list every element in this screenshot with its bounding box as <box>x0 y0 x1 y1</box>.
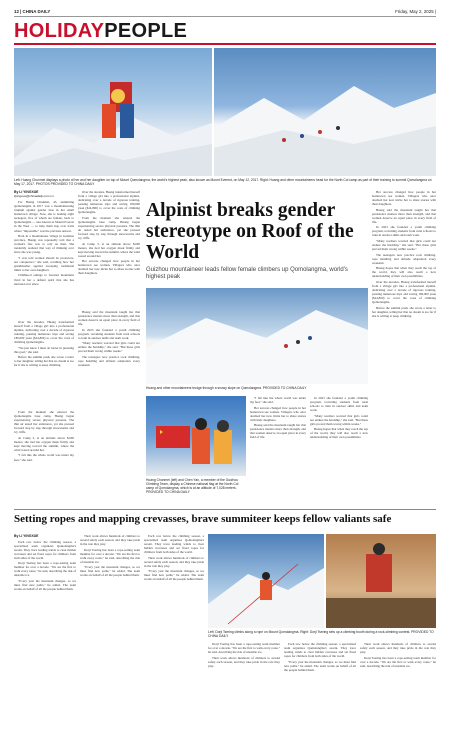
photo-climbers-flag <box>146 396 246 476</box>
article-paragraph: Their work allows hundreds of climbers to ascend safely each season, and they take pride in the role they play. <box>80 534 140 547</box>
subhead: Guizhou mountaineer leads fellow female climbers up Qomolangma, world's highest peak <box>146 267 348 280</box>
article-paragraph: In 2023 she founded a youth climbing program, recruiting students from rural schools to train in outdoor skills and team work. <box>372 225 436 238</box>
section-rule <box>14 43 436 45</box>
article-paragraph: "I felt like the whole world was under my feet," she said. <box>14 453 74 462</box>
photo-climbing-booth <box>326 534 436 628</box>
article-paragraph: From the moment she entered the Qomolangma base camp, Huang began experiencing severe physical pressure. The thin air tested her endurance, yet she pressed forward step by step through snowstorms and icy cliffs. <box>78 215 140 241</box>
article-paragraph: "We just knew I must do better in pursuing this goal," she said. <box>14 345 74 354</box>
article-paragraph: Huang hopes that when they reach the top of the world, they will also reach a new understanding of their own possibilities. <box>310 427 368 440</box>
photo-north-col-route <box>214 48 436 176</box>
bottom-photo-caption: Left: Dorji Tsering climbs along a rope on Mount Qomolangma. Right: Dorji Tsering sets up a climbing booth during a rock-climbing contest. PROVIDED TO CHINA DAILY <box>208 630 434 639</box>
photo-rope-climb <box>208 534 324 628</box>
section-title-people: PEOPLE <box>104 20 188 42</box>
article-paragraph: "Many teachers worried that girls could not endure the hardship," she said. "But these girls proved them wrong within weeks." <box>78 341 140 354</box>
article-paragraph: "Every year the mountain changes, so we must find new paths," he added. The team works on behalf of all the people behind them. <box>14 579 76 592</box>
page-number-brand: 12 | CHINA DAILY <box>14 9 51 14</box>
article-paragraph: Huang said the mountain taught her that persistence matters more than strength, and that women deserve an equal place in every field of life. <box>250 423 306 440</box>
article-paragraph: "Every year the mountain changes, so we must find new paths," he added. The team works on behalf of all the people behind them. <box>80 565 140 578</box>
article-paragraph: Dorji Tsering has been a rope-setting team member for over a decade. "We are the first to walk every route," he said, describing the risk of unstable ice. <box>360 655 436 668</box>
article-paragraph: Over the decades, Huang transformed herself from a village girl into a professional alpinist, dedicating over a decade of rigorous training, pausing numerous trips and saving 180,000 yuan ($24,800) to cover the costs of climbing Qomolangma. <box>372 279 436 305</box>
section-title <box>14 20 187 42</box>
article-column-1b <box>14 320 74 369</box>
bottom-column-1 <box>14 534 76 593</box>
article-paragraph: Huang said the mountain taught her that persistence matters more than strength, and that women deserve an equal place in every field of life. <box>78 310 140 327</box>
article-paragraph: At Camp 3, at an altitude above 8,000 meters, she tied her oxygen mask firmly and kept moving toward the summit, where the wind roared around her. <box>14 435 74 452</box>
article-column-right <box>372 190 436 319</box>
mid-photo-caption: Huang and other mountaineers trudge through a snowy slope on Qomolangma. PROVIDED TO CHINA DAILY <box>146 386 307 390</box>
bottom-column-2 <box>80 534 140 579</box>
article-paragraph: The teenagers now practice rock climbing, rope handling and altitude adaptation every weekend. <box>78 354 140 368</box>
byline-email: liyingxue@chinadaily.com.cn <box>14 194 54 199</box>
byline: By LI YINGXUE <box>14 190 39 194</box>
article-paragraph: In 2023 she founded a youth climbing program, recruiting students from rural schools to train in outdoor skills and team work. <box>310 396 368 413</box>
bottom-byline: By LI YINGXUE <box>14 534 39 538</box>
article-paragraph: Huang said the mountain taught her that persistence matters more than strength, and that women deserve an equal place in every field of life. <box>372 207 436 224</box>
headline: Alpinist breaks gender stereotype on Roof of the World <box>146 200 354 263</box>
article-paragraph: Her success changed how people in her hometown see women. Villagers who once doubted her now invite her to share stories with their daughters. <box>250 405 306 422</box>
article-paragraph: Childhood outings to forested mountains lived in her a defiant spirit that she has nurtured ever since. <box>14 273 74 286</box>
article-paragraph: "Every year the mountain changes, so we must find new paths," he added. The team works on behalf of all the people behind them. <box>284 659 356 672</box>
article-paragraph: Her success changed how people in her hometown see women. Villagers who once doubted her now invite her to share stories with their daughters. <box>78 259 140 276</box>
top-photo-caption: Left: Huang Chunmei displays a photo of her and her daughter on top of Mount Qomolangma, the world's highest peak, also known as Mount Everest, on May 12, 2017. Right: Huang and other mountaineers head for the North Col camp as part of their training to summit Qomolangma on May 17, 2017. PHOTOS PROVIDED TO CHINA DAILY <box>14 178 432 187</box>
article-column-2b <box>78 310 140 369</box>
article-paragraph: "Many teachers worried that girls could not endure the hardship," she said. "But these girls proved them wrong within weeks." <box>372 239 436 252</box>
bottom-column-3 <box>144 534 204 583</box>
article-paragraph: Before the summit push, she wrote a letter to her daughter, telling her that no dream is too far if she is willing to keep climbing. <box>372 305 436 318</box>
article-paragraph: Born in a mountainous village in Guizhou province, Huang was repeatedly told that a woman's fate was to rely on men. She randomly realized that way of thinking ever since she was young. <box>14 234 74 255</box>
article-paragraph: Over the decades, Huang transformed herself from a village girl into a professional alpinist, dedicating over a decade of rigorous training, pausing numerous trips and saving 180,000 yuan ($24,800) to cover the costs of climbing Qomolangma. <box>14 320 74 345</box>
article-paragraph: Each row below the climbing season, a specialized team organizes Qomolangma's ascent. They trace leading winds to clear hidden crevasses and set fixed ropes for climbers from both sides of the world. <box>14 539 76 560</box>
article-paragraph: "Every year the mountain changes, so we must find new paths," he added. The team works on behalf of all the people behind them. <box>144 569 204 582</box>
section-title-holiday: HOLIDAY <box>14 20 105 42</box>
headline-block <box>146 200 366 281</box>
article-column-1 <box>14 190 74 287</box>
strip-headline: Setting ropes and mapping crevasses, brave summiteer keeps fellow valiants safe <box>14 513 392 525</box>
article-paragraph: From the moment she entered the Qomolangma base camp, Huang began experiencing severe physical pressure. The thin air tested her endurance, yet she pressed forward step by step through snowstorms and icy cliffs. <box>14 410 74 435</box>
article-paragraph: "Many teachers worried that girls could not endure the hardship," she said. "But these girls proved them wrong within weeks." <box>310 413 368 426</box>
strip-rule <box>14 509 436 510</box>
article-paragraph: The teenagers now practice rock climbing, rope handling and altitude adaptation every weekend. <box>372 252 436 265</box>
article-paragraph: In 2023 she founded a youth climbing program, recruiting students from rural schools to train in outdoor skills and team work. <box>78 327 140 340</box>
article-paragraph: Before the summit push, she wrote a letter to her daughter, telling her that no dream is too far if she is willing to keep climbing. <box>14 355 74 368</box>
date-line: Friday, May 2, 2025 | <box>395 9 436 14</box>
article-paragraph: For Huang Chunmei, 43, summiting Qomolangma in 2017 was a mountaineering triumph against gender bias in her small hometown village. Now, she is leading eight teenagers, five of whom are female, back to Qomolangma — also known as Mount Everest in the West — to help them step over trails where "impossible" was the previous answer. <box>14 200 74 233</box>
article-paragraph: Dorji Tsering has been a rope-setting team member for over a decade. "We are the first to walk every route," he said, describing the risk of unstable ice. <box>14 561 76 578</box>
masthead-rule <box>14 16 436 17</box>
article-column-mid-a <box>250 396 306 441</box>
article-column-mid-b <box>310 396 368 441</box>
article-paragraph: Each row below the climbing season, a specialized team organizes Qomolangma's ascent. They trace leading winds to clear hidden crevasses and set fixed ropes for climbers from both sides of the world. <box>284 642 356 659</box>
article-paragraph: Dorji Tsering has been a rope-setting team member for over a decade. "We are the first to walk every route," he said, describing the risk of unstable ice. <box>80 547 140 564</box>
article-paragraph: Dorji Tsering has been a rope-setting team member for over a decade. "We are the first to walk every route," he said, describing the risk of unstable ice. <box>208 642 280 655</box>
article-paragraph: At Camp 3, at an altitude above 8,000 meters, she tied her oxygen mask firmly and kept moving toward the summit, where the wind roared around her. <box>78 241 140 258</box>
article-paragraph: "I felt like the whole world was under my feet," she said. <box>250 396 306 405</box>
climbers-caption: Huang Chunmei (left) and Chen Yan, a member of the Guizhou Climbing Team, display a Chinese national flag at the North Col camp of Qomolangma, which is at an altitude of 7,028 meters. PROVIDED TO CHINA DAILY <box>146 478 239 495</box>
article-paragraph: "I was told women should be protectors, not conquerors," she said, recalling how her grandmother applied sweeping traditional limits to her own daughters. <box>14 255 74 272</box>
article-paragraph: Her success changed how people in her hometown see women. Villagers who once doubted her now invite her to share stories with their daughters. <box>372 190 436 207</box>
article-paragraph: Their work allows hundreds of climbers to ascend safely each season, and they take pride in the role they play. <box>360 642 436 655</box>
article-paragraph: Their work allows hundreds of climbers to ascend safely each season, and they take pride in the role they play. <box>208 655 280 668</box>
masthead-bar <box>14 9 436 15</box>
article-paragraph: Their work allows hundreds of climbers to ascend safely each season, and they take pride in the role they play. <box>144 555 204 568</box>
photo-snowy-slope <box>146 288 368 384</box>
article-paragraph: Each row below the climbing season, a specialized team organizes Qomolangma's ascent. They trace leading winds to clear hidden crevasses and set fixed ropes for climbers from both sides of the world. <box>144 534 204 555</box>
article-paragraph: Over the decades, Huang transformed herself from a village girl into a professional alpinist, dedicating over a decade of rigorous training, pausing numerous trips and saving 180,000 yuan ($24,800) to cover the costs of climbing Qomolangma. <box>78 190 140 215</box>
bottom-column-5 <box>284 642 356 673</box>
photo-summit-flag <box>14 48 212 176</box>
bottom-column-6 <box>360 642 436 669</box>
article-column-1c <box>14 410 74 463</box>
article-column-2 <box>78 190 140 277</box>
article-paragraph: Huang hopes that when they reach the top of the world, they will also reach a new understanding of their own possibilities. <box>372 266 436 279</box>
bottom-column-4 <box>208 642 280 669</box>
